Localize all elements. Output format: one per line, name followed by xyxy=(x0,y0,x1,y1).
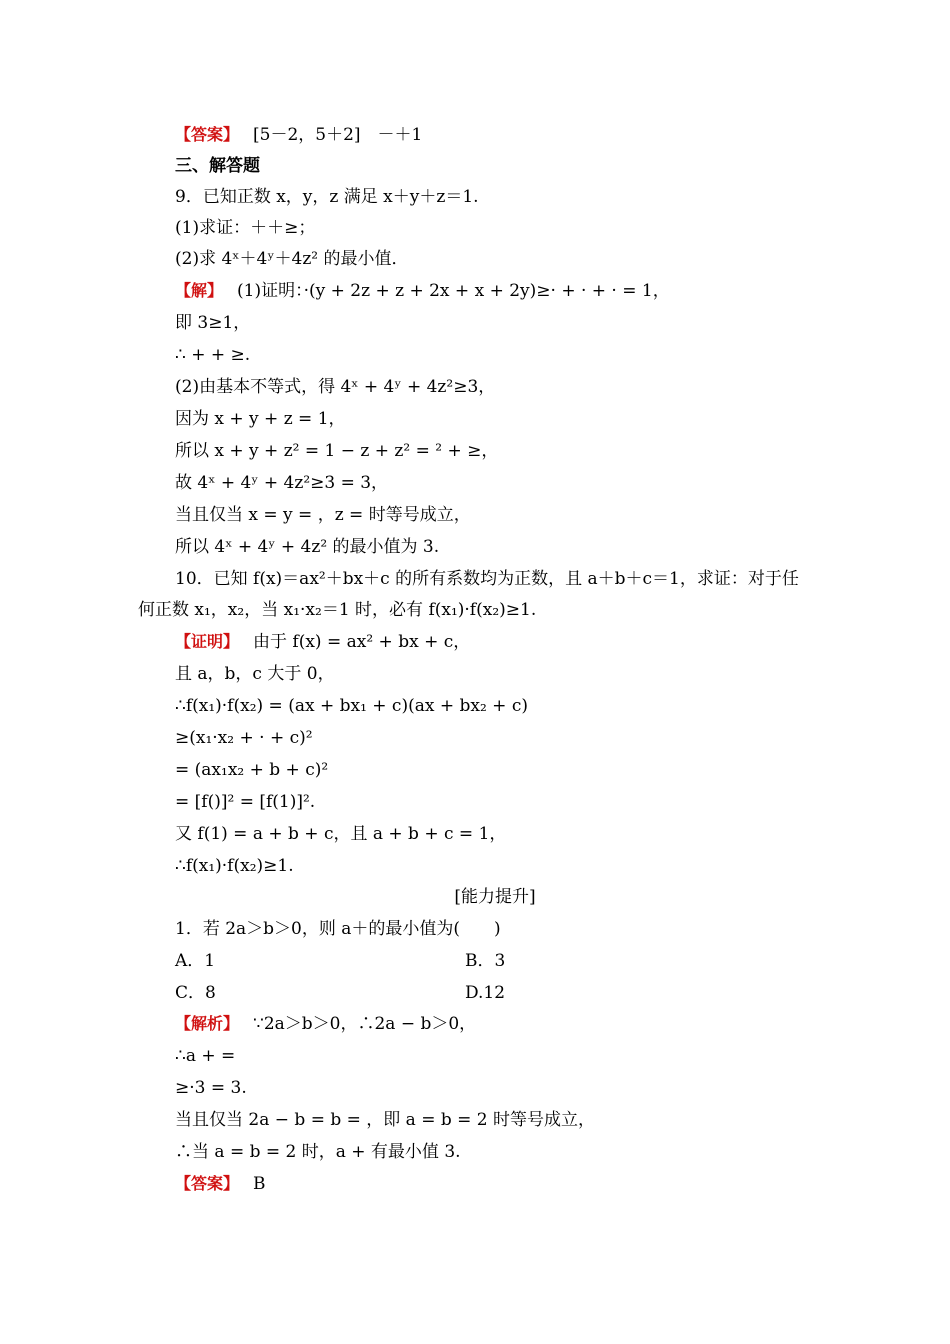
problem-10-statement-1: 10．已知 f(x)＝ax²＋bx＋c 的所有系数均为正数，且 a＋b＋c＝1，求证：对于任 xyxy=(175,569,799,589)
proof-line-4: ≥(x₁·x₂ + · + c)² xyxy=(175,728,313,748)
section-heading-ability: [能力提升] xyxy=(454,887,536,907)
proof-line-5: = (ax₁x₂ + b + c)² xyxy=(175,760,329,780)
solution-line-6: 所以 x + y + z² = 1 − z + z² = ² + ≥， xyxy=(175,441,499,461)
answer-tag: 【答案】 xyxy=(175,125,240,144)
analysis-text: ∵2a＞b＞0，∴2a − b＞0， xyxy=(253,1014,477,1034)
solution-line-8: 当且仅当 x = y = ，z = 时等号成立， xyxy=(175,505,471,525)
final-answer-tag: 【答案】 xyxy=(175,1174,240,1193)
option-a: A．1 xyxy=(175,951,216,971)
solution-text: (1)证明：·(y + 2z + z + 2x + x + 2y)≥· + · + · = 1， xyxy=(237,281,670,301)
proof-line-1 xyxy=(175,627,470,657)
solution-line-2: 即 3≥1， xyxy=(175,313,251,333)
analysis-line-2: ∴a + = xyxy=(175,1046,236,1066)
proof-text: 由于 f(x) = ax² + bx + c， xyxy=(253,632,471,652)
answer-text: [5－2，5＋2] －＋1 xyxy=(253,125,423,145)
solution-line-5: 因为 x + y + z = 1， xyxy=(175,409,346,429)
analysis-tag: 【解析】 xyxy=(175,1014,240,1033)
problem-9-part-2: (2)求 4ˣ＋4ʸ＋4z² 的最小值． xyxy=(175,249,409,269)
option-d: D.12 xyxy=(465,983,506,1003)
problem-9-part-1: (1)求证：＋＋≥； xyxy=(175,218,316,238)
solution-line-4: (2)由基本不等式，得 4ˣ + 4ʸ + 4z²≥3， xyxy=(175,377,496,397)
proof-line-6: = [f()]² = [f(1)]². xyxy=(175,792,316,812)
problem-10-statement-2: 何正数 x₁，x₂，当 x₁·x₂＝1 时，必有 f(x₁)·f(x₂)≥1. xyxy=(138,600,537,620)
analysis-line-4: 当且仅当 2a − b = b = ，即 a = b = 2 时等号成立， xyxy=(175,1110,596,1130)
problem-9-statement: 9．已知正数 x，y，z 满足 x＋y＋z＝1. xyxy=(175,187,479,207)
option-b: B．3 xyxy=(465,951,506,971)
proof-line-2: 且 a，b，c 大于 0， xyxy=(175,664,335,684)
analysis-line-5: ∴当 a = b = 2 时，a + 有最小值 3. xyxy=(175,1142,461,1162)
solution-line-9: 所以 4ˣ + 4ʸ + 4z² 的最小值为 3. xyxy=(175,537,440,557)
final-answer-line xyxy=(175,1169,266,1199)
mc-options-row-2 xyxy=(175,978,575,1008)
mc-question-1: 1．若 2a＞b＞0，则 a＋的最小值为( ) xyxy=(175,919,501,939)
option-c: C．8 xyxy=(175,983,216,1003)
answer-line-1 xyxy=(175,120,422,150)
proof-line-7: 又 f(1) = a + b + c，且 a + b + c = 1， xyxy=(175,824,507,844)
proof-tag: 【证明】 xyxy=(175,632,240,651)
solution-line-7: 故 4ˣ + 4ʸ + 4z²≥3 = 3， xyxy=(175,473,389,493)
proof-line-3: ∴f(x₁)·f(x₂) = (ax + bx₁ + c)(ax + bx₂ + c) xyxy=(175,696,528,716)
solution-tag: 【解】 xyxy=(175,281,224,300)
solution-line-1 xyxy=(175,276,670,306)
final-answer-text: B xyxy=(253,1174,266,1194)
analysis-line-3: ≥·3 = 3. xyxy=(175,1078,247,1098)
analysis-line-1 xyxy=(175,1009,476,1039)
section-heading: 三、解答题 xyxy=(175,156,260,176)
mc-options-row-1 xyxy=(175,946,575,976)
solution-line-3: ∴ + + ≥. xyxy=(175,345,251,365)
proof-line-8: ∴f(x₁)·f(x₂)≥1. xyxy=(175,856,294,876)
